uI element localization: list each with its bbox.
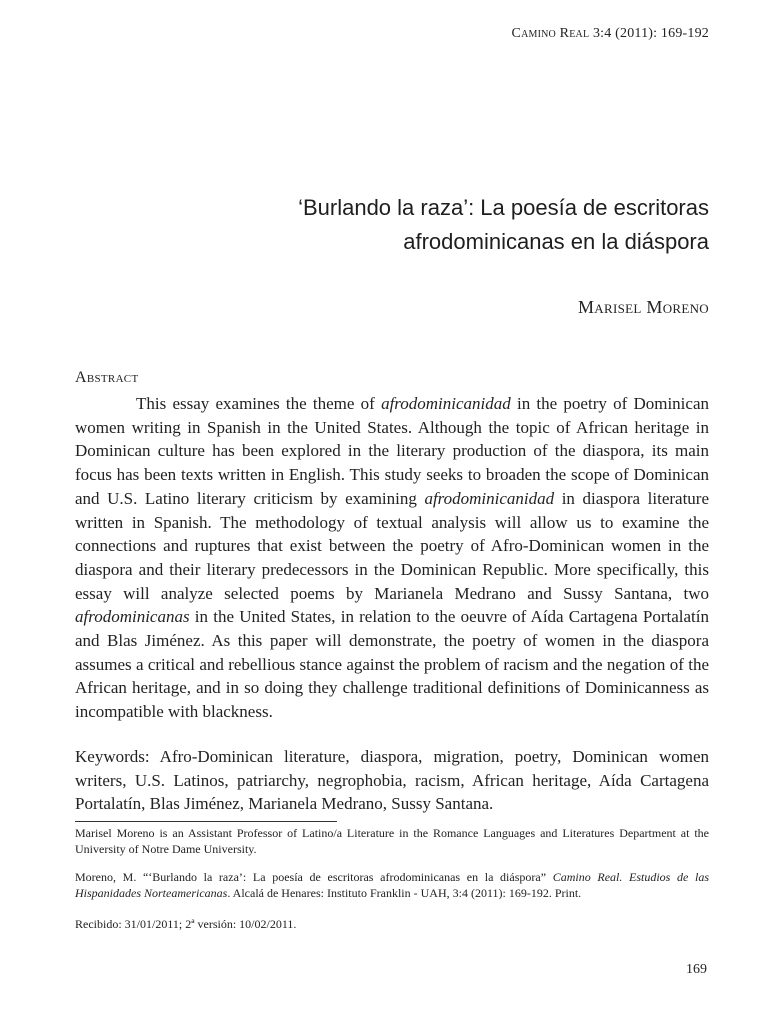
abstract-part-1: This essay examines the theme of [136, 394, 382, 413]
abstract-part-3: in diaspora literature written in Spanish. The methodology of textual analysis will allow us to examine the connections and ruptures that exist between the poetry of Afro-Dominican women in the diaspora and their literary predecessors in the Dominican Republic. More specifically, this essay will analyze selected poems by Marianela Medrano and Sussy Santana, two [75, 488, 709, 603]
footnote-divider [75, 821, 337, 822]
abstract-term-1: afrodominicanidad [381, 394, 511, 413]
abstract-heading: Abstract [75, 369, 139, 386]
title-line-1: ‘Burlando la raza’: La poesía de escritoras [298, 195, 709, 220]
running-head [512, 26, 709, 42]
footnote-received: Recibido: 31/01/2011; 2ª versión: 10/02/2011. [75, 917, 297, 931]
page-number: 169 [686, 962, 707, 977]
footnote-citation [75, 870, 709, 901]
author-name: Marisel Moreno [578, 297, 709, 317]
article-title [149, 191, 709, 259]
journal-name: Camino Real [511, 26, 590, 41]
abstract-part-2: in the poetry of Dominican women writing in Spanish in the United States. Although the topic of African heritage in Dominican culture has been explored in the literary production of the diaspora, its main focus has been texts written in English. This study seeks to broaden the scope of Dominican and U.S. Latino literary criticism by examining [75, 394, 710, 508]
issue-pages: 3:4 (2011): 169-192 [592, 26, 709, 41]
keywords: Keywords: Afro-Dominican literature, diaspora, migration, poetry, Dominican women writers, U.S. Latinos, patriarchy, negrophobia, racism, African heritage, Aída Cartagena Portalatín, Blas Jiménez, Marianela Medrano, Sussy Santana. [75, 747, 709, 813]
footnote-author-bio: Marisel Moreno is an Assistant Professor of Latino/a Literature in the Romance Languages and Literatures Department at the University of Notre Dame University. [75, 826, 709, 856]
abstract-part-4: in the United States, in relation to the oeuvre of Aída Cartagena Portalatín and Blas Jiménez. As this paper will demonstrate, the poetry of women in the diaspora assumes a critical and rebellious stance against the problem of racism and the negation of the African heritage, and in so doing they challenge traditional definitions of Dominicanness as incompatible with blackness. [75, 607, 709, 722]
citation-tail: . Alcalá de Henares: Instituto Franklin - UAH, 3:4 (2011): 169-192. Print. [227, 885, 582, 900]
abstract-term-3: afrodominicanas [75, 607, 190, 627]
title-line-2: afrodominicanas en la diáspora [403, 229, 709, 254]
abstract-text [75, 392, 709, 724]
citation-journal: Camino Real. Estudios de las Hispanidades Norteamericanas [75, 870, 709, 900]
abstract-term-2: afrodominicanidad [424, 488, 555, 508]
citation-lead: Moreno, M. “‘Burlando la raza’: La poesía de escritoras afrodominicanas en la diáspora” [75, 870, 553, 884]
